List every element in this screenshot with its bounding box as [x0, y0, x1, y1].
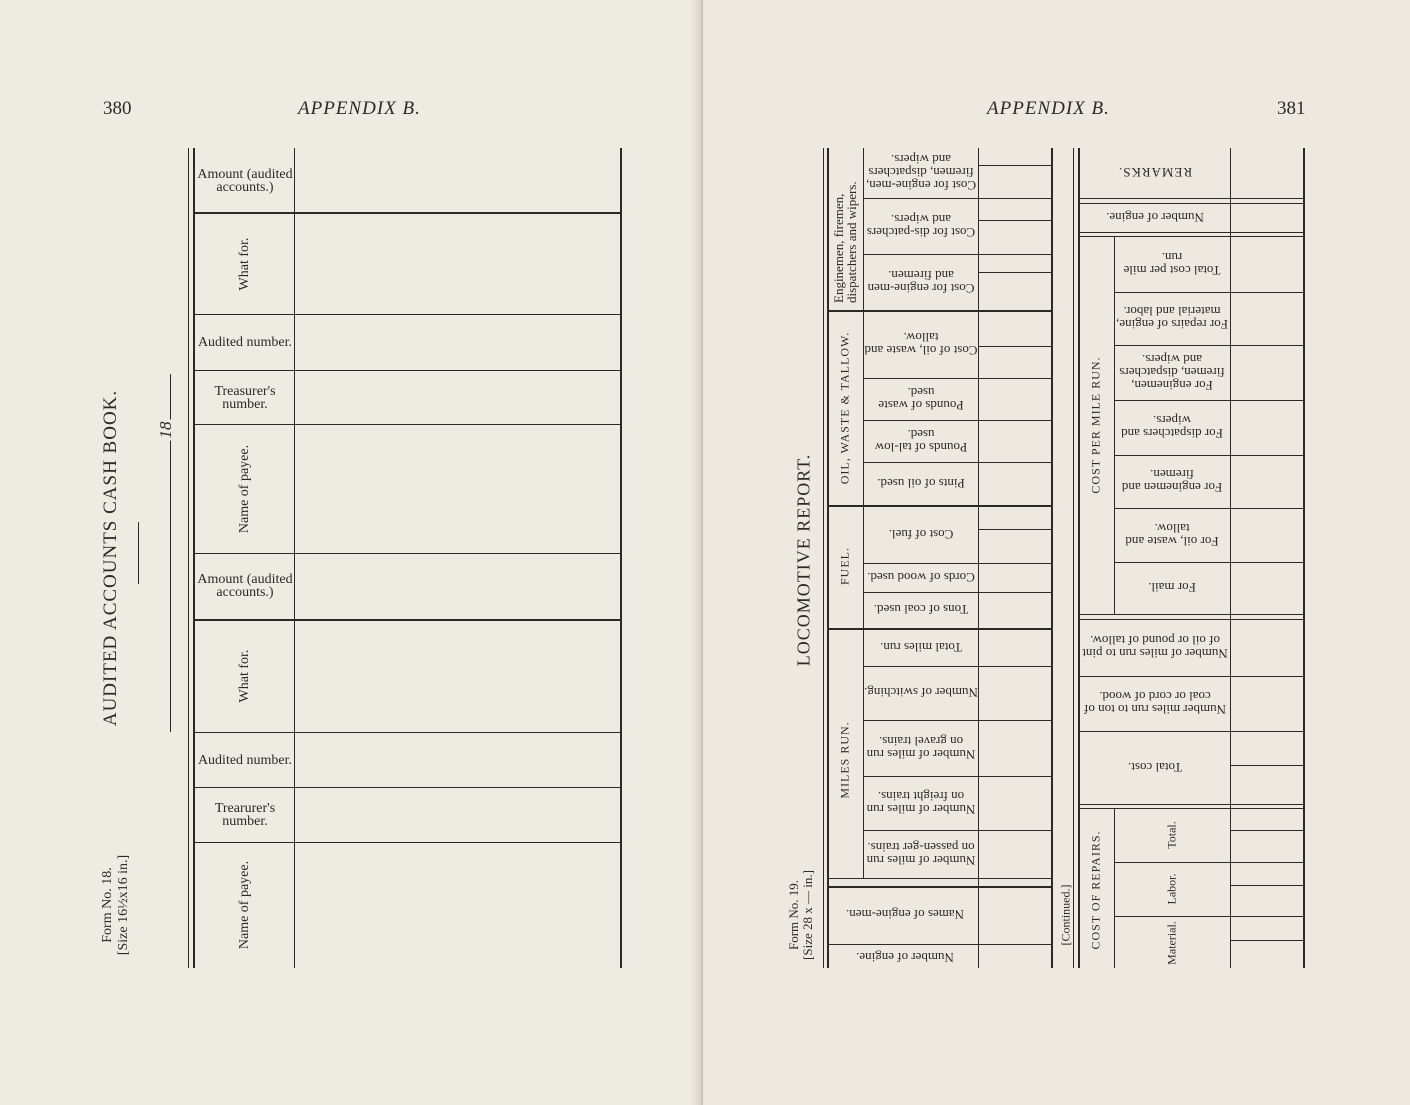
col-miles-passenger: Number of miles run on passen-ger trains.	[866, 840, 976, 868]
running-head: APPENDIX B.	[298, 98, 421, 119]
col-audited-number-1: Audited number.	[197, 335, 293, 350]
cash-book-title: AUDITED ACCOUNTS CASH BOOK.	[100, 389, 121, 727]
continued-label: [Continued.]	[1058, 884, 1073, 946]
date-year-field: 18	[156, 421, 175, 439]
col-total-cost: Total cost.	[1128, 760, 1182, 776]
col-miles-per-ton-coal: Number miles run to ton of coal or cord of wood.	[1084, 689, 1226, 718]
col-total-miles-run: Total miles run.	[880, 640, 962, 655]
frame-left-thin	[188, 148, 189, 968]
col-repairs-labor: Labor.	[1164, 873, 1179, 905]
right-page	[703, 0, 1410, 1105]
group-cost-of-repairs: COST OF REPAIRS.	[1088, 830, 1103, 950]
col-remarks: REMARKS.	[1117, 165, 1193, 181]
title-rule	[138, 522, 139, 584]
col-treasurer-number-1: Treasurer's number.	[214, 383, 276, 412]
form-size: [Size 28 x — in.]	[800, 870, 815, 960]
label-divider	[294, 148, 295, 968]
page-number: 380	[103, 98, 132, 119]
group-miles-run: MILES RUN.	[837, 721, 852, 799]
running-head: APPENDIX B.	[987, 98, 1110, 119]
col-cost-enginemen: For enginemen and firemen.	[1121, 467, 1223, 496]
col-cost-oil-waste: For oil, waste and tallow.	[1125, 521, 1219, 549]
col-miles-per-pint-oil: Number of miles run to pint of oil or pound of tallow.	[1082, 633, 1228, 662]
group-cost-per-mile-run: COST PER MILE RUN.	[1088, 356, 1103, 494]
col-number-of-engine: Number of engine.	[856, 950, 954, 966]
col-cost-enginemen-firemen: Cost for engine-men and firemen.	[867, 268, 975, 296]
col-repairs-total: Total.	[1164, 821, 1179, 849]
form-label: Form No. 19.	[786, 879, 801, 951]
col-repairs-material: Material.	[1164, 921, 1179, 965]
col-audited-number-2: Audited number.	[197, 752, 293, 768]
frame-right	[620, 148, 622, 968]
locomotive-report-title: LOCOMOTIVE REPORT.	[793, 453, 814, 667]
page-number: 381	[1277, 98, 1306, 119]
form-label: Form No. 18.	[100, 867, 115, 943]
col-amount-2: Amount (audited accounts.)	[197, 572, 293, 600]
col-cost-fuel: Cost of fuel.	[888, 527, 954, 542]
frame-left	[193, 148, 195, 968]
group-enginemen: Enginemen, firemen, dispatchers and wipers.	[831, 181, 859, 303]
form-size: [Size 16½x16 in.]	[116, 854, 131, 956]
col-name-payee-2: Name of payee.	[237, 860, 252, 950]
col-treasurer-number-2: Trearurer's number.	[214, 801, 276, 829]
col-cords-wood: Cords of wood used.	[867, 570, 975, 586]
col-pints-oil: Pints of oil used.	[877, 476, 965, 491]
col-cost-oil-waste-tallow: Cost of oil, waste and tallow.	[864, 330, 978, 359]
col-name-payee-1: Name of payee.	[237, 444, 252, 534]
col-cost-mail: For mail.	[1148, 580, 1196, 596]
col-what-for-2: What for.	[237, 649, 252, 703]
col-number-of-engine-2: Number of engine.	[1106, 210, 1204, 225]
col-total-cost-per-mile: Total cost per mile run.	[1123, 250, 1221, 278]
left-page	[0, 0, 703, 1105]
col-amount-1: Amount (audited accounts.)	[197, 167, 293, 195]
col-miles-gravel: Number of miles run on gravel trains.	[866, 734, 976, 762]
col-names-of-enginemen: Names of engine-men.	[845, 907, 965, 923]
col-tons-coal: Tons of coal used.	[873, 602, 969, 618]
col-miles-freight: Number of miles run on freight trains.	[866, 789, 976, 817]
group-fuel: FUEL.	[837, 547, 852, 585]
col-miles-switching: Number of switching.	[864, 685, 978, 701]
col-what-for-1: What for.	[237, 237, 252, 291]
col-pounds-waste: Pounds of waste used.	[878, 385, 964, 413]
col-cost-repairs-per-mile: For repairs of engine, material and labor.	[1116, 304, 1228, 333]
col-cost-all-crew-per-mile: For enginemen, firemen, dispatchers and wipers.	[1119, 352, 1225, 393]
col-cost-dispatchers-wipers: Cost for dis-patchers and wipers.	[866, 212, 976, 240]
col-pounds-tallow: Pounds of tal-low used.	[874, 427, 968, 455]
col-cost-all-crew: Cost for engine-men, firemen, dispatchers and wipers.	[865, 152, 977, 194]
col-cost-dispatchers: For dispatchers and wipers.	[1121, 413, 1223, 442]
group-oil-waste-tallow: OIL, WASTE & TALLOW.	[837, 331, 852, 485]
